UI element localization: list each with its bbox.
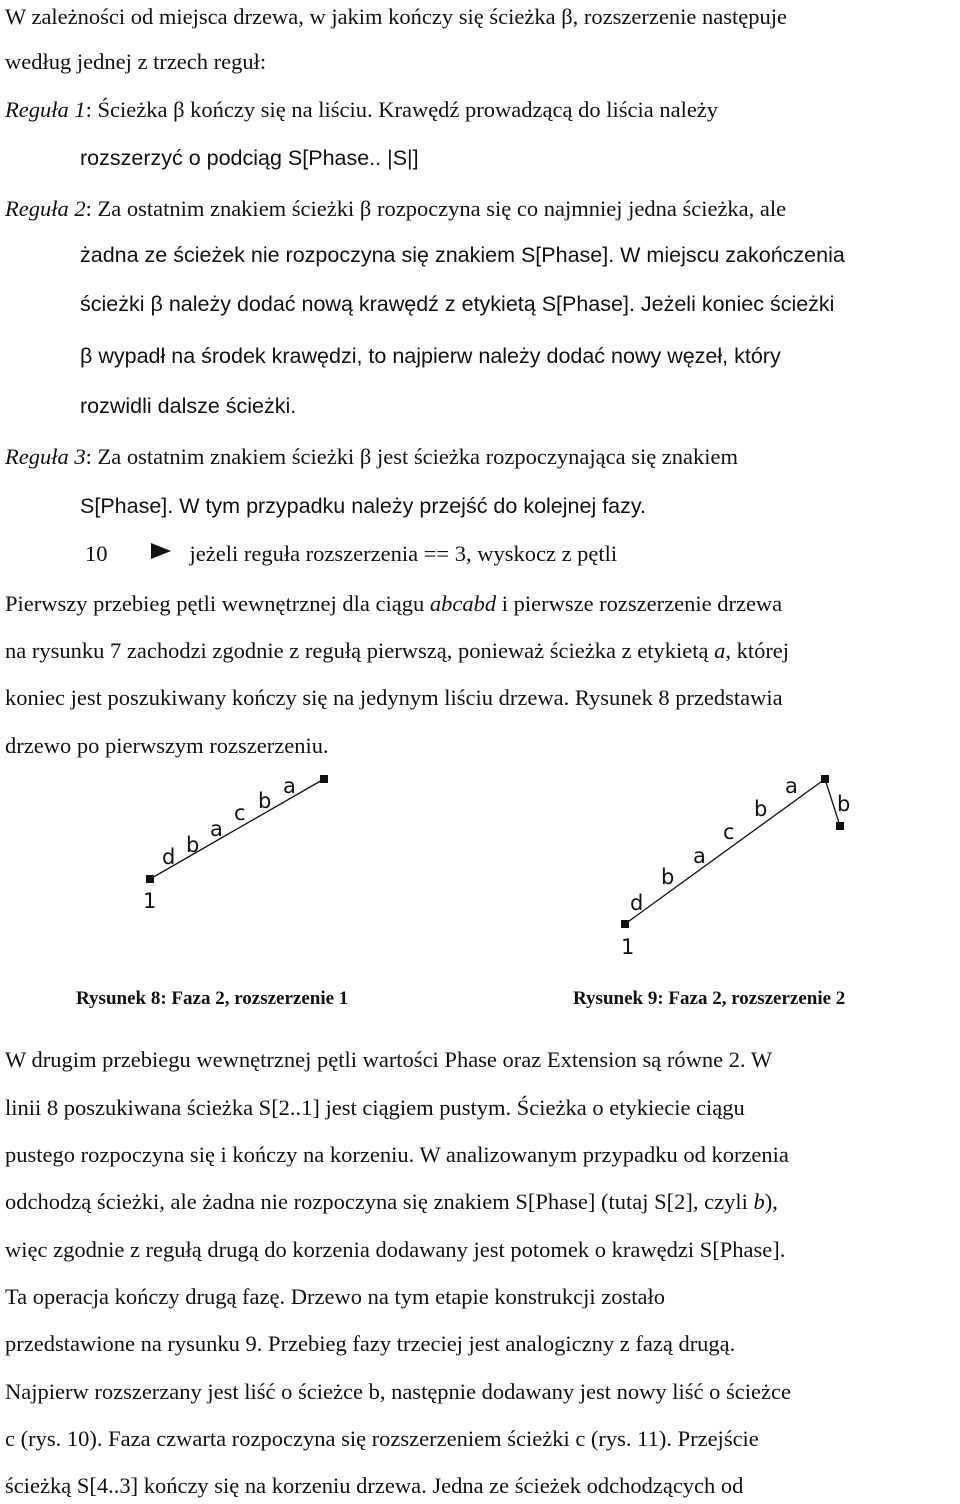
edge-label-a: a <box>210 817 223 841</box>
edge-label-b2: b <box>754 797 768 821</box>
rule-3-line-1 <box>5 443 738 471</box>
root-node <box>146 875 154 883</box>
edge-label-b2: b <box>258 789 272 813</box>
label-a: a <box>714 638 726 663</box>
para-2-line-6: Ta operacja kończy drugą fazę. Drzewo na tym etapie konstrukcji zostało <box>5 1284 666 1309</box>
rule-3-line-2: S[Phase]. W tym przypadku należy przejść do kolejnej fazy. <box>80 494 647 518</box>
figure-9-caption: Rysunek 9: Faza 2, rozszerzenie 2 <box>573 988 846 1009</box>
edge-label-b: b <box>186 833 200 857</box>
intro-line-2: według jednej z trzech reguł: <box>5 49 267 74</box>
intro-line-1: W zależności od miejsca drzewa, w jakim kończy się ścieżka β, rozszerzenie następuje <box>5 4 787 29</box>
label-b: b <box>753 1189 765 1214</box>
para-1-line-3: koniec jest poszukiwany kończy się na jedynym liściu drzewa. Rysunek 8 przedstawia <box>5 685 783 710</box>
play-triangle-icon <box>150 540 172 568</box>
rule-3-text: : Za ostatnim znakiem ścieżki β jest ścieżka rozpoczynająca się znakiem <box>85 444 739 469</box>
edge-label-a2: a <box>785 774 798 798</box>
code-line-number: 10 <box>85 541 108 566</box>
edge-label-a2: a <box>283 774 296 798</box>
rule-1-line-1 <box>5 96 718 124</box>
root-label: 1 <box>621 935 635 959</box>
edge <box>625 779 825 924</box>
para-2-text-4c: ), <box>764 1189 778 1214</box>
branch-label-b: b <box>837 792 851 816</box>
edge <box>150 779 324 879</box>
code-line <box>85 540 617 568</box>
figure-9-tree <box>480 760 960 960</box>
inner-node <box>821 775 829 783</box>
para-1-text-a: Pierwszy przebieg pętli wewnętrznej dla ciągu <box>5 591 430 616</box>
edge-label-b: b <box>661 865 675 889</box>
para-2-line-5: więc zgodnie z regułą drugą do korzenia dodawany jest potomek o krawędzi S[Phase]. <box>5 1237 786 1262</box>
rule-2-label: Reguła 2 <box>5 196 86 221</box>
para-2-line-4 <box>5 1188 778 1216</box>
rule-1-text: : Ścieżka β kończy się na liściu. Krawędź prowadzącą do liścia należy <box>85 97 719 122</box>
figure-8-caption: Rysunek 8: Faza 2, rozszerzenie 1 <box>76 988 349 1009</box>
rule-1-line-2: rozszerzyć o podciąg S[Phase.. |S|] <box>80 146 419 170</box>
rule-2-line-5: rozwidli dalsze ścieżki. <box>80 394 297 418</box>
edge-label-c: c <box>234 801 246 825</box>
root-label: 1 <box>143 889 157 913</box>
rule-2-line-4: β wypadł na środek krawędzi, to najpierw należy dodać nowy węzeł, który <box>80 344 781 368</box>
para-1-text-2a: na rysunku 7 zachodzi zgodnie z regułą pierwszą, ponieważ ścieżka z etykietą <box>5 638 715 663</box>
para-2-line-8: Najpierw rozszerzany jest liść o ścieżce b, następnie dodawany jest nowy liść o ścieżce <box>5 1379 791 1404</box>
para-2-line-2: linii 8 poszukiwana ścieżka S[2..1] jest ciągiem pustym. Ścieżka o etykiecie ciągu <box>5 1095 745 1120</box>
rule-1-label: Reguła 1 <box>5 97 86 122</box>
leaf-node <box>836 822 844 830</box>
rule-2-text: : Za ostatnim znakiem ścieżki β rozpoczyna się co najmniej jedna ścieżka, ale <box>85 196 787 221</box>
para-1-text-c: i pierwsze rozszerzenie drzewa <box>496 591 783 616</box>
rule-2-line-2: żadna ze ścieżek nie rozpoczyna się znakiem S[Phase]. W miejscu zakończenia <box>80 243 845 267</box>
para-2-line-9: c (rys. 10). Faza czwarta rozpoczyna się rozszerzeniem ścieżki c (rys. 11). Przejście <box>5 1426 759 1451</box>
para-2-line-1: W drugim przebiegu wewnętrznej pętli wartości Phase oraz Extension są równe 2. W <box>5 1047 773 1072</box>
para-2-line-7: przedstawione na rysunku 9. Przebieg fazy trzeciej jest analogiczny z fazą drugą. <box>5 1331 736 1356</box>
para-1-text-2c: , której <box>725 638 790 663</box>
figure-8-tree <box>0 760 480 960</box>
rule-3-label: Reguła 3 <box>5 444 86 469</box>
leaf-node <box>320 775 328 783</box>
para-1-line-2 <box>5 637 789 665</box>
para-2-line-3: pustego rozpoczyna się i kończy na korzeniu. W analizowanym przypadku od korzenia <box>5 1142 789 1167</box>
para-1-line-1 <box>5 590 782 618</box>
edge-label-c: c <box>723 820 735 844</box>
rule-2-line-1 <box>5 195 786 223</box>
para-2-text-4a: odchodzą ścieżki, ale żadna nie rozpoczyna się znakiem S[Phase] (tutaj S[2], czyli <box>5 1189 754 1214</box>
root-node <box>621 920 629 928</box>
edge-label-d: d <box>162 845 176 869</box>
sequence-name: abcabd <box>429 591 497 616</box>
rule-2-line-3: ścieżki β należy dodać nową krawędź z etykietą S[Phase]. Jeżeli koniec ścieżki <box>80 292 835 316</box>
para-1-line-4: drzewo po pierwszym rozszerzeniu. <box>5 733 329 758</box>
edge-label-d: d <box>630 891 644 915</box>
para-2-line-10: ścieżką S[4..3] kończy się na korzeniu drzewa. Jedna ze ścieżek odchodzących od <box>5 1473 744 1498</box>
edge-label-a: a <box>693 844 706 868</box>
code-line-text: jeżeli reguła rozszerzenia == 3, wyskocz z pętli <box>189 541 618 566</box>
